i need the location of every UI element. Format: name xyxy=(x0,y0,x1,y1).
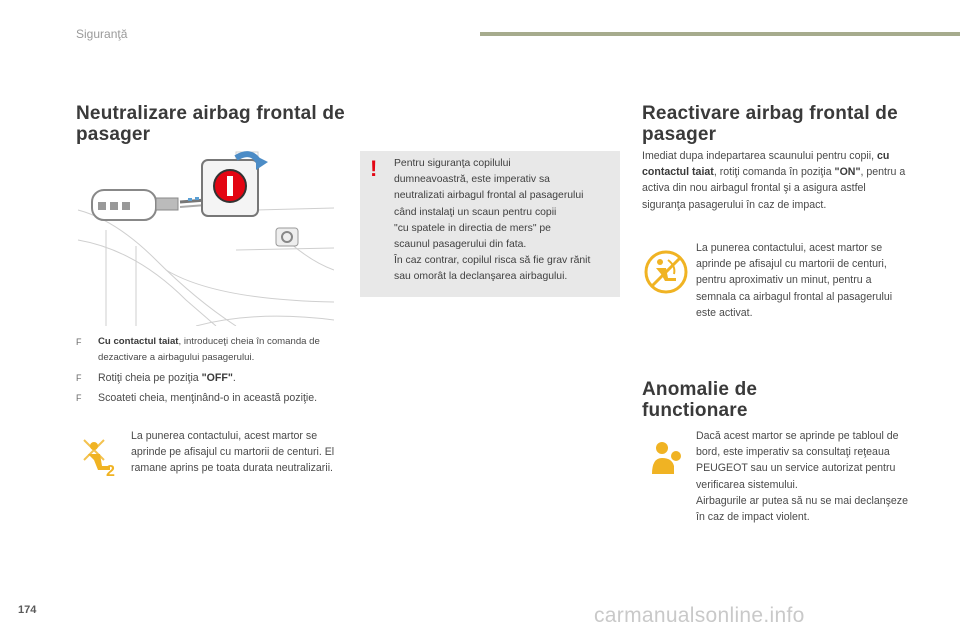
step-2 xyxy=(76,370,346,386)
bullet-icon: F xyxy=(76,393,82,403)
warning-line: când instalaţi un scaun pentru copii xyxy=(394,206,557,218)
key-fob-icon xyxy=(92,190,206,220)
intro-pre: Imediat dupa indepartarea scaunului pentru copii, xyxy=(642,150,877,162)
warning-line: sau omorât la declanşarea airbagului. xyxy=(394,271,568,283)
page-number: 174 xyxy=(18,604,37,616)
step-3-text: Scoateti cheia, menţinând-o in această poziţie. xyxy=(98,392,318,404)
header-accent-bar xyxy=(480,32,960,36)
airbag-key-switch-illustration xyxy=(76,150,334,326)
step-2-pre: Rotiţi cheia pe poziţia xyxy=(98,372,202,384)
heading-anomaly: Anomalie de functionare xyxy=(642,379,758,421)
intro-mid: , rotiţi comanda în poziţia xyxy=(713,166,835,179)
step-2-post: . xyxy=(232,372,236,384)
bullet-icon: F xyxy=(76,373,82,383)
warning-line: dumneavoastră, este imperativ sa xyxy=(394,174,550,186)
step-1-text: , introduceţi cheia în comanda de dezactivare a airbagului pasagerului. xyxy=(98,336,320,363)
warning-line: neutralizati airbagul frontal al pasagerului xyxy=(394,190,584,202)
bullet-icon: F xyxy=(76,337,82,347)
anomaly-text-1: Dacă acest martor se aprinde pe tabloul de bord, este imperativ sa consultaţi reţeaua PEUGEOT sau un service autorizat pentru verificarea sistemului. xyxy=(696,430,899,491)
warning-exclamation-icon: ! xyxy=(370,156,378,181)
airbag-off-passenger-icon xyxy=(80,436,124,480)
glovebox-lock-icon xyxy=(276,228,298,246)
intro-strong-1: cu contactul taiat xyxy=(642,150,890,179)
intro-post: , pentru a activa din nou airbagul frontal şi a asigura astfel siguranţa pasagerului în caz de impact. xyxy=(642,166,906,211)
heading-reactivate: Reactivare airbag frontal de pasager xyxy=(642,103,898,145)
anomaly-text xyxy=(696,428,910,525)
airbag-fault-icon xyxy=(644,436,688,480)
warning-line: "cu spatele in directia de mers" pe xyxy=(394,222,551,234)
reactivate-intro xyxy=(642,148,910,213)
neutralize-steps xyxy=(76,334,346,410)
warning-line: În caz contrar, copilul risca să fie grav rănit xyxy=(394,255,591,267)
left-indicator-text: La punerea contactului, acest martor se aprinde pe afisajul cu martorii de centuri. El ramane aprins pe toata durata neutralizarii. xyxy=(131,430,335,475)
heading-neutralize: Neutralizare airbag frontal de pasager xyxy=(76,103,345,145)
key-switch-drawing xyxy=(76,150,334,326)
airbag-on-crossed-icon xyxy=(644,250,688,294)
warning-line: Pentru siguranţa copilului xyxy=(394,158,511,169)
step-2-strong: "OFF" xyxy=(201,372,233,384)
step-1-strong: Cu contactul taiat xyxy=(98,336,179,347)
intro-strong-2: "ON" xyxy=(834,166,861,179)
watermark: carmanualsonline.info xyxy=(594,604,805,627)
step-1 xyxy=(76,334,346,366)
warning-line: scaunul pasagerului din fata. xyxy=(394,239,527,251)
airbag-switch-icon xyxy=(202,154,268,216)
anomaly-text-2: Airbagurile ar putea să nu se mai declanşeze în caz de impact violent. xyxy=(696,494,908,524)
right-indicator-text: La punerea contactului, acest martor se aprinde pe afisajul cu martorii de centuri, pentru aproximativ un minut, pentru a semnala ca airbagul frontal al pasagerului este activat. xyxy=(696,242,893,319)
step-3 xyxy=(76,390,346,406)
section-title: Siguranţă xyxy=(76,27,128,41)
svg-text:2: 2 xyxy=(106,463,115,480)
warning-text xyxy=(394,156,616,286)
